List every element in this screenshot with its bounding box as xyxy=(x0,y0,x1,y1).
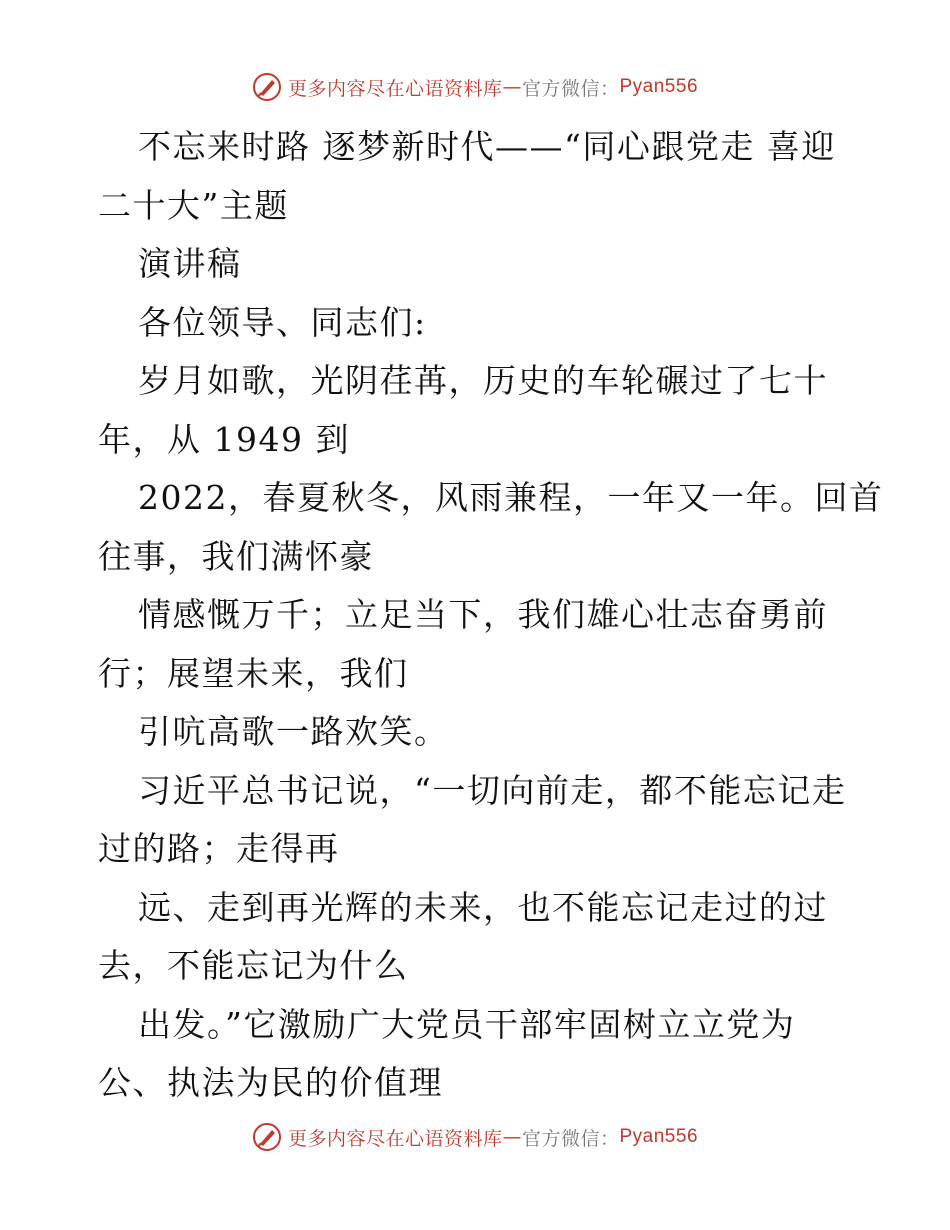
title-line-1: 不忘来时路 逐梦新时代——“同心跟党走 喜迎 xyxy=(138,127,836,166)
paragraph-line: 去，不能忘记为什么 xyxy=(98,946,409,985)
paragraph-line: 岁月如歌，光阴荏苒，历史的车轮碾过了七十 xyxy=(138,361,828,400)
paragraph-line: 行；展望未来，我们 xyxy=(98,653,409,693)
quill-pen-logo-icon xyxy=(252,1122,282,1152)
footer-banner xyxy=(0,1122,950,1152)
document-body xyxy=(98,118,884,1113)
banner-dash: — xyxy=(502,1126,522,1148)
paragraph-line: 2022，春夏秋冬，风雨兼程，一年又一年。回首 xyxy=(138,478,884,517)
banner-wechat-label: 官方微信： xyxy=(521,77,620,100)
title-line-2: 二十大”主题 xyxy=(98,185,289,225)
header-banner xyxy=(0,72,950,102)
paragraph-line: 情感慨万千；立足当下，我们雄心壮志奋勇前 xyxy=(138,595,828,634)
banner-wechat-id: Pyan556 xyxy=(619,1126,699,1147)
paragraph-line: 引吭高歌一路欢笑。 xyxy=(138,712,449,751)
paragraph-line: 远、走到再光辉的未来，也不能忘记走过的过 xyxy=(138,887,828,927)
paragraph-line: 过的路；走得再 xyxy=(98,829,340,868)
title-line-3: 演讲稿 xyxy=(138,244,242,283)
paragraph-line: 往事，我们满怀豪 xyxy=(98,536,374,576)
banner-wechat-id: Pyan556 xyxy=(619,76,699,97)
paragraph-line: 公、执法为民的价值理 xyxy=(98,1063,443,1102)
banner-site-text: 更多内容尽在心语资料库 xyxy=(287,77,503,100)
paragraph-line: 习近平总书记说，“一切向前走，都不能忘记走 xyxy=(138,770,847,810)
paragraph-line: 年，从 1949 到 xyxy=(98,419,350,459)
salutation: 各位领导、同志们: xyxy=(138,302,427,342)
quill-pen-logo-icon xyxy=(252,72,282,102)
banner-wechat-label: 官方微信： xyxy=(521,1127,620,1150)
banner-site-text: 更多内容尽在心语资料库 xyxy=(287,1127,503,1150)
paragraph-line: 出发。”它激励广大党员干部牢固树立立党为 xyxy=(138,1004,796,1044)
banner-dash: — xyxy=(502,76,522,98)
